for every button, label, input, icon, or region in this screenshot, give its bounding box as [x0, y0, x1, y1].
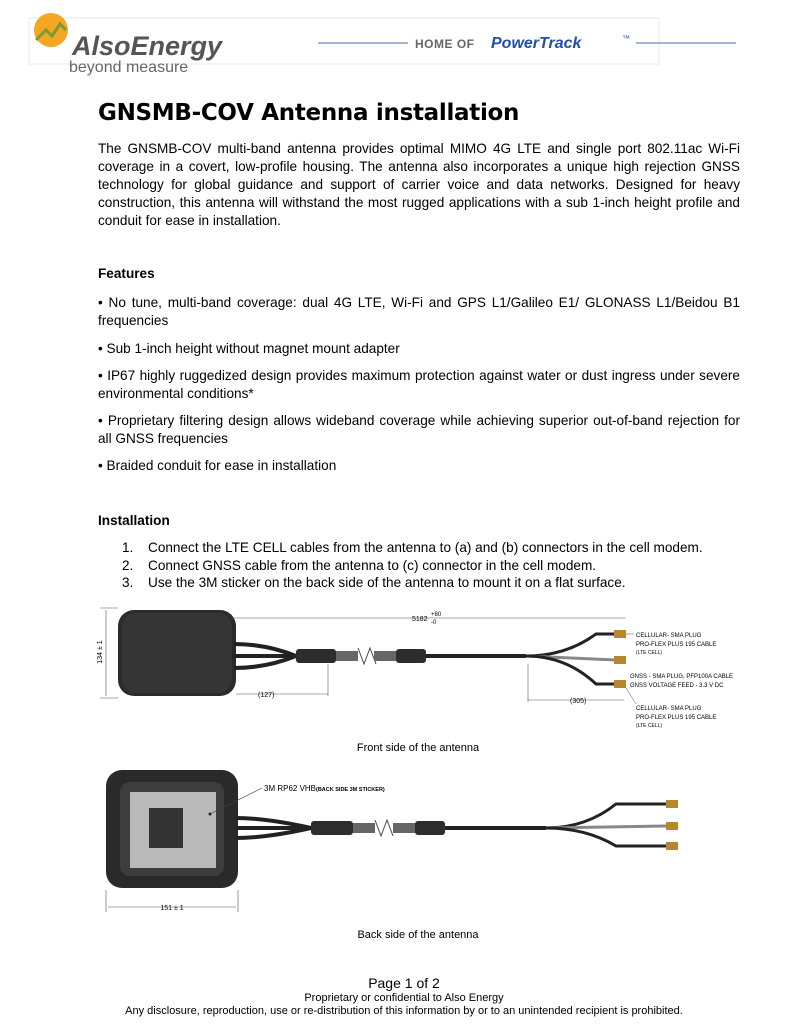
page-header — [0, 0, 808, 80]
features-heading: Features — [98, 266, 155, 281]
step-text: Use the 3M sticker on the back side of the antenna to mount it on a flat surface. — [148, 575, 626, 590]
powertrack-logo: PowerTrack — [491, 35, 582, 52]
width-dimension: 151 ± 1 — [160, 905, 184, 912]
back-antenna-diagram — [96, 766, 716, 916]
sticker-center — [149, 808, 183, 848]
front-antenna-diagram — [96, 604, 756, 736]
step-text: Connect the LTE CELL cables from the antenna to (a) and (b) connectors in the cell modem. — [148, 540, 703, 555]
label-cellular-2-cable: PRO-FLEX PLUS 195 CABLE — [636, 715, 717, 721]
sticker-note: (BACK SIDE 3M STICKER) — [316, 787, 385, 793]
step-item — [122, 539, 703, 557]
front-caption: Front side of the antenna — [356, 742, 480, 754]
length-dimension: 5182 — [412, 616, 428, 623]
sma-connector — [614, 680, 626, 688]
step-number: 2. — [122, 557, 134, 573]
installation-heading: Installation — [98, 513, 170, 528]
label-gnss: GNSS - SMA PLUG, PFP100A CABLE — [630, 674, 734, 680]
dimension-127: (127) — [258, 692, 275, 699]
sma-connector — [614, 630, 626, 638]
cable-clamp — [396, 649, 426, 663]
cable-clamp — [311, 821, 353, 835]
intro-paragraph: The GNSMB-COV multi-band antenna provides optimal MIMO 4G LTE and single port 802.11ac Wi-Fi coverage in a covert, low-profile housing. The antenna also incorporates a unique high rejection GNSS technology for global guidance and support of carrier voice and data networks. Designed for heavy construction, this antenna will withstand the most rugged applications with a sub 1-inch height profile and conduit for ease in installation. — [98, 141, 740, 228]
sun-icon — [34, 13, 68, 47]
footer-line-2: Any disclosure, reproduction, use or re-distribution of this information by or to an unintended recipient is prohibited. — [125, 1005, 683, 1017]
sma-connector — [666, 842, 678, 850]
cable — [526, 634, 616, 656]
step-number: 3. — [122, 575, 134, 590]
step-item — [122, 574, 703, 592]
sma-connector — [666, 822, 678, 830]
page-title: GNSMB-COV Antenna installation — [98, 100, 520, 126]
label-cellular-1-type: (LTE CELL) — [636, 650, 663, 656]
trademark-symbol: ™ — [622, 34, 630, 43]
cable-break — [375, 820, 393, 836]
brand-name: AlsoEnergy — [72, 31, 223, 61]
step-text: Connect GNSS cable from the antenna to (c) connector in the cell modem. — [148, 557, 597, 573]
height-dimension: 134 ± 1 — [97, 640, 104, 664]
back-caption: Back side of the antenna — [357, 929, 479, 941]
dimension-305: (305) — [570, 698, 587, 705]
step-number: 1. — [122, 540, 134, 555]
footer-line-1: Proprietary or confidential to Also Energy — [304, 992, 504, 1004]
feature-item: • No tune, multi-band coverage: dual 4G LTE, Wi-Fi and GPS L1/Galileo E1/ GLONASS L1/Beidou B1 frequencies — [98, 295, 740, 328]
cable-clamp — [296, 649, 336, 663]
installation-steps — [122, 539, 703, 592]
sma-connector — [614, 656, 626, 664]
feature-item: • Braided conduit for ease in installation — [98, 458, 337, 473]
label-gnss-feed: GNSS VOLTAGE FEED - 3.3 V DC — [630, 683, 724, 689]
label-cellular-1-cable: PRO-FLEX PLUS 195 CABLE — [636, 642, 717, 648]
feature-item: • IP67 highly ruggedized design provides maximum protection against water or dust ingress under severe environmental conditions* — [98, 368, 740, 401]
feature-item: • Proprietary filtering design allows wideband coverage while achieving superior out-of-band rejection for all GNSS frequencies — [98, 413, 740, 446]
label-cellular-2-type: (LTE CELL) — [636, 723, 663, 729]
label-cellular-2: CELLULAR- SMA PLUG — [636, 706, 702, 712]
label-cellular-1: CELLULAR- SMA PLUG — [636, 633, 702, 639]
length-tolerance-minus: -0 — [431, 620, 437, 626]
feature-item: • Sub 1-inch height without magnet mount adapter — [98, 341, 400, 356]
home-of-label: HOME OF — [415, 37, 475, 51]
step-item — [122, 557, 703, 575]
brand-tagline: beyond measure — [69, 59, 189, 76]
length-tolerance-plus: +80 — [431, 612, 442, 618]
sticker-label: 3M RP62 VHB — [264, 784, 317, 793]
cable-break — [358, 648, 376, 664]
sma-connector — [666, 800, 678, 808]
header-graphic — [0, 0, 808, 80]
cable-clamp — [415, 821, 445, 835]
alsoenergy-logo — [34, 13, 224, 76]
page-number: Page 1 of 2 — [368, 975, 440, 991]
